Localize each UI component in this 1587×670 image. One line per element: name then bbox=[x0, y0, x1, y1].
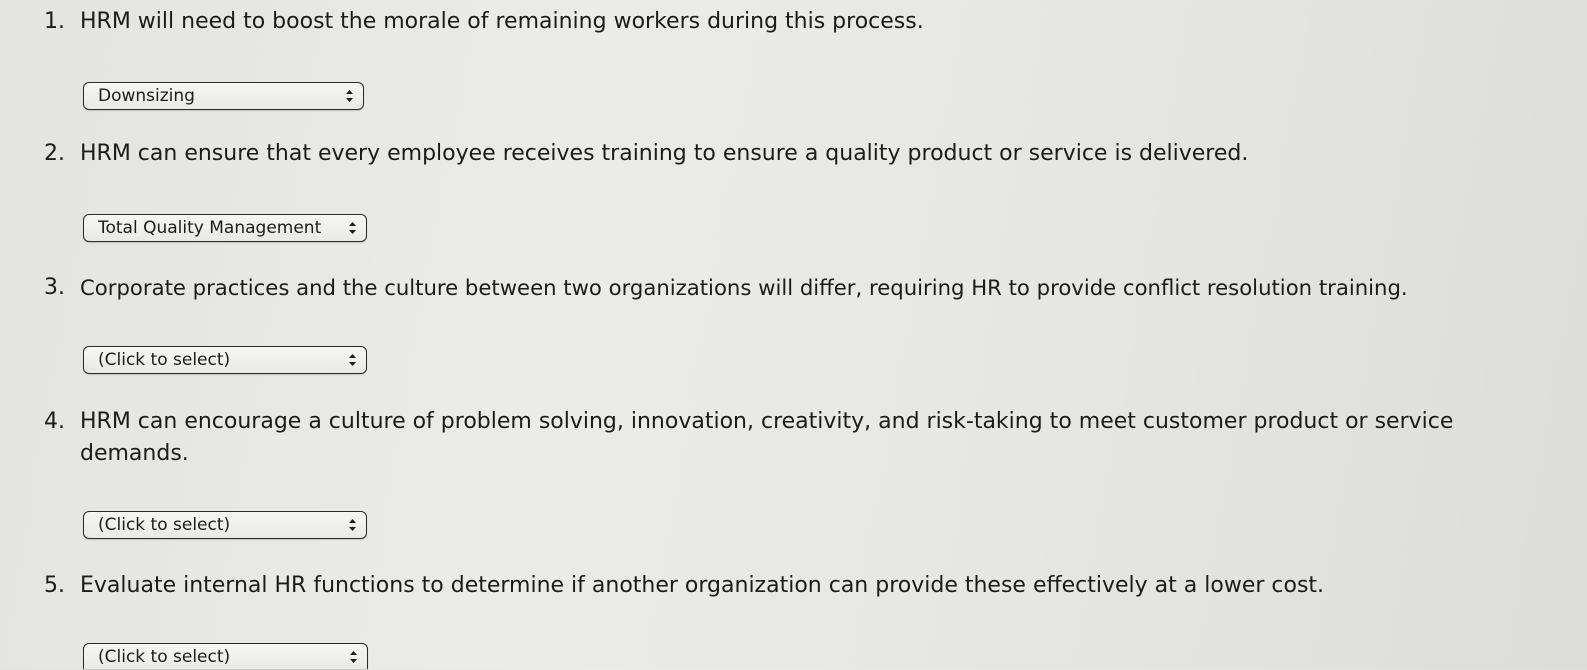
question-number: 4. bbox=[44, 409, 65, 434]
answer-dropdown-3[interactable] bbox=[83, 346, 367, 374]
updown-chevron-icon bbox=[348, 353, 357, 367]
dropdown-value: (Click to select) bbox=[98, 647, 231, 667]
question-text: HRM can ensure that every employee receives training to ensure a quality product or service is delivered. bbox=[80, 141, 1249, 166]
question-text: HRM will need to boost the morale of remaining workers during this process. bbox=[80, 9, 924, 34]
question-text: Corporate practices and the culture between two organizations will differ, requiring HR to provide conflict resolution training. bbox=[80, 275, 1408, 300]
answer-dropdown-2[interactable] bbox=[83, 214, 367, 242]
answer-dropdown-5[interactable] bbox=[83, 643, 368, 669]
dropdown-value: Total Quality Management bbox=[98, 218, 322, 238]
updown-chevron-icon bbox=[348, 221, 357, 235]
question-text: HRM can encourage a culture of problem solving, innovation, creativity, and risk-taking to meet customer product or service demands. bbox=[80, 409, 1454, 466]
updown-chevron-icon bbox=[349, 650, 358, 664]
updown-chevron-icon bbox=[345, 89, 354, 103]
question-number: 5. bbox=[44, 573, 65, 598]
question-number: 3. bbox=[44, 275, 65, 300]
dropdown-value: Downsizing bbox=[98, 86, 195, 106]
answer-dropdown-4[interactable] bbox=[83, 511, 367, 539]
question-text: Evaluate internal HR functions to determine if another organization can provide these effectively at a lower cost. bbox=[80, 573, 1325, 598]
question-number: 2. bbox=[44, 141, 65, 166]
answer-dropdown-1[interactable] bbox=[83, 82, 364, 110]
dropdown-value: (Click to select) bbox=[98, 515, 231, 535]
question-number: 1. bbox=[44, 9, 65, 34]
dropdown-value: (Click to select) bbox=[98, 350, 231, 370]
updown-chevron-icon bbox=[348, 518, 357, 532]
